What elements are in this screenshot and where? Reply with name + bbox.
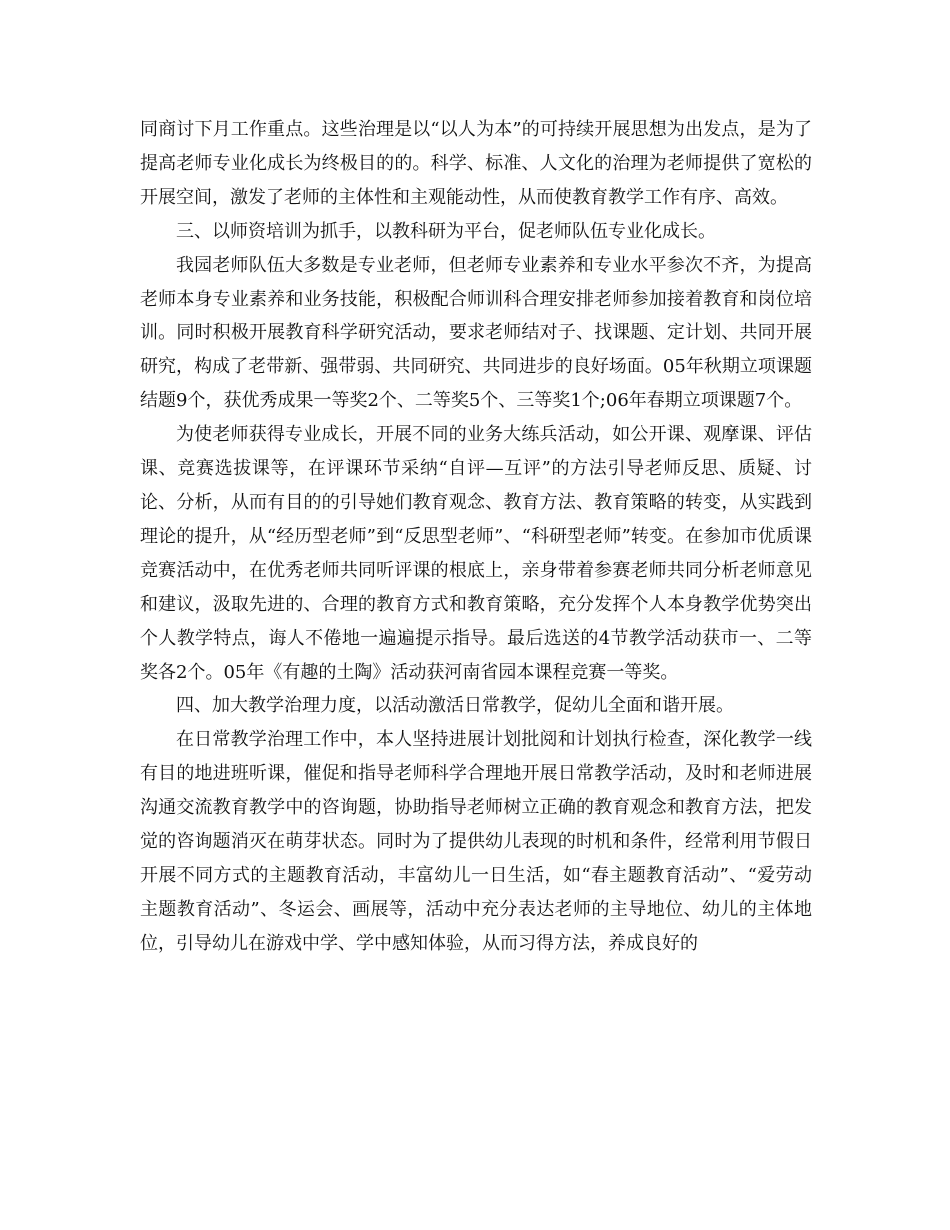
section-heading-4: 四、加大教学治理力度，以活动激活日常教学，促幼儿全面和谐开展。 [176, 695, 734, 717]
paragraph-teacher-training: 我园老师队伍大多数是专业老师，但老师专业素养和专业水平参次不齐，为提高老师本身专业素养和业务技能，积极配合师训科合理安排老师参加接着教育和岗位培训。同时积极开展教育科学研究活动，要求老师结对子、找课题、定计划、共同开展研究，构成了老带新、强带弱、共同研究、共同进步的良好场面。05年秋期立项课题结题9个，获优秀成果一等奖2个、二等奖5个、三等奖1个;06年春期立项课题7个。 [140, 254, 812, 412]
paragraph-teaching-management: 在日常教学治理工作中，本人坚持进展计划批阅和计划执行检查，深化教学一线有目的地进班听课，催促和指导老师科学合理地开展日常教学活动，及时和老师进展沟通交流教育教学中的咨询题，协助指导老师树立正确的教育观念和教育方法，把发觉的咨询题消灭在萌芽状态。同时为了提供幼儿表现的时机和条件，经常利用节假日开展不同方式的主题教育活动，丰富幼儿一日生活，如“春主题教育活动”、“爱劳动主题教育活动”、冬运会、画展等，活动中充分表达老师的主导地位、幼儿的主体地位，引导幼儿在游戏中学、学中感知体验，从而习得方法，养成良好的 [140, 729, 812, 954]
paragraph-professional-growth: 为使老师获得专业成长，开展不同的业务大练兵活动，如公开课、观摩课、评估课、竞赛选拔课等，在评课环节采纳“自评—互评”的方法引导老师反思、质疑、讨论、分析，从而有目的的引导她们教育观念、教育方法、教育策略的转变，从实践到理论的提升，从“经历型老师”到“反思型老师”、“科研型老师”转变。在参加市优质课竞赛活动中，在优秀老师共同听评课的根底上，亲身带着参赛老师共同分析老师意见和建议，汲取先进的、合理的教育方式和教育策略，充分发挥个人本身教学优势突出个人教学特点，诲人不倦地一遍遍提示指导。最后选送的4节教学活动获市一、二等奖各2个。05年《有趣的土陶》活动获河南省园本课程竞赛一等奖。 [140, 424, 812, 683]
paragraph-continuation: 同商讨下月工作重点。这些治理是以“以人为本”的可持续开展思想为出发点，是为了提高老师专业化成长为终极目的的。科学、标准、人文化的治理为老师提供了宽松的开展空间，激发了老师的主体性和主观能动性，从而使教育教学工作有序、高效。 [140, 119, 812, 208]
document-body [140, 113, 812, 961]
section-heading-3: 三、以师资培训为抓手，以教科研为平台，促老师队伍专业化成长。 [176, 220, 716, 242]
